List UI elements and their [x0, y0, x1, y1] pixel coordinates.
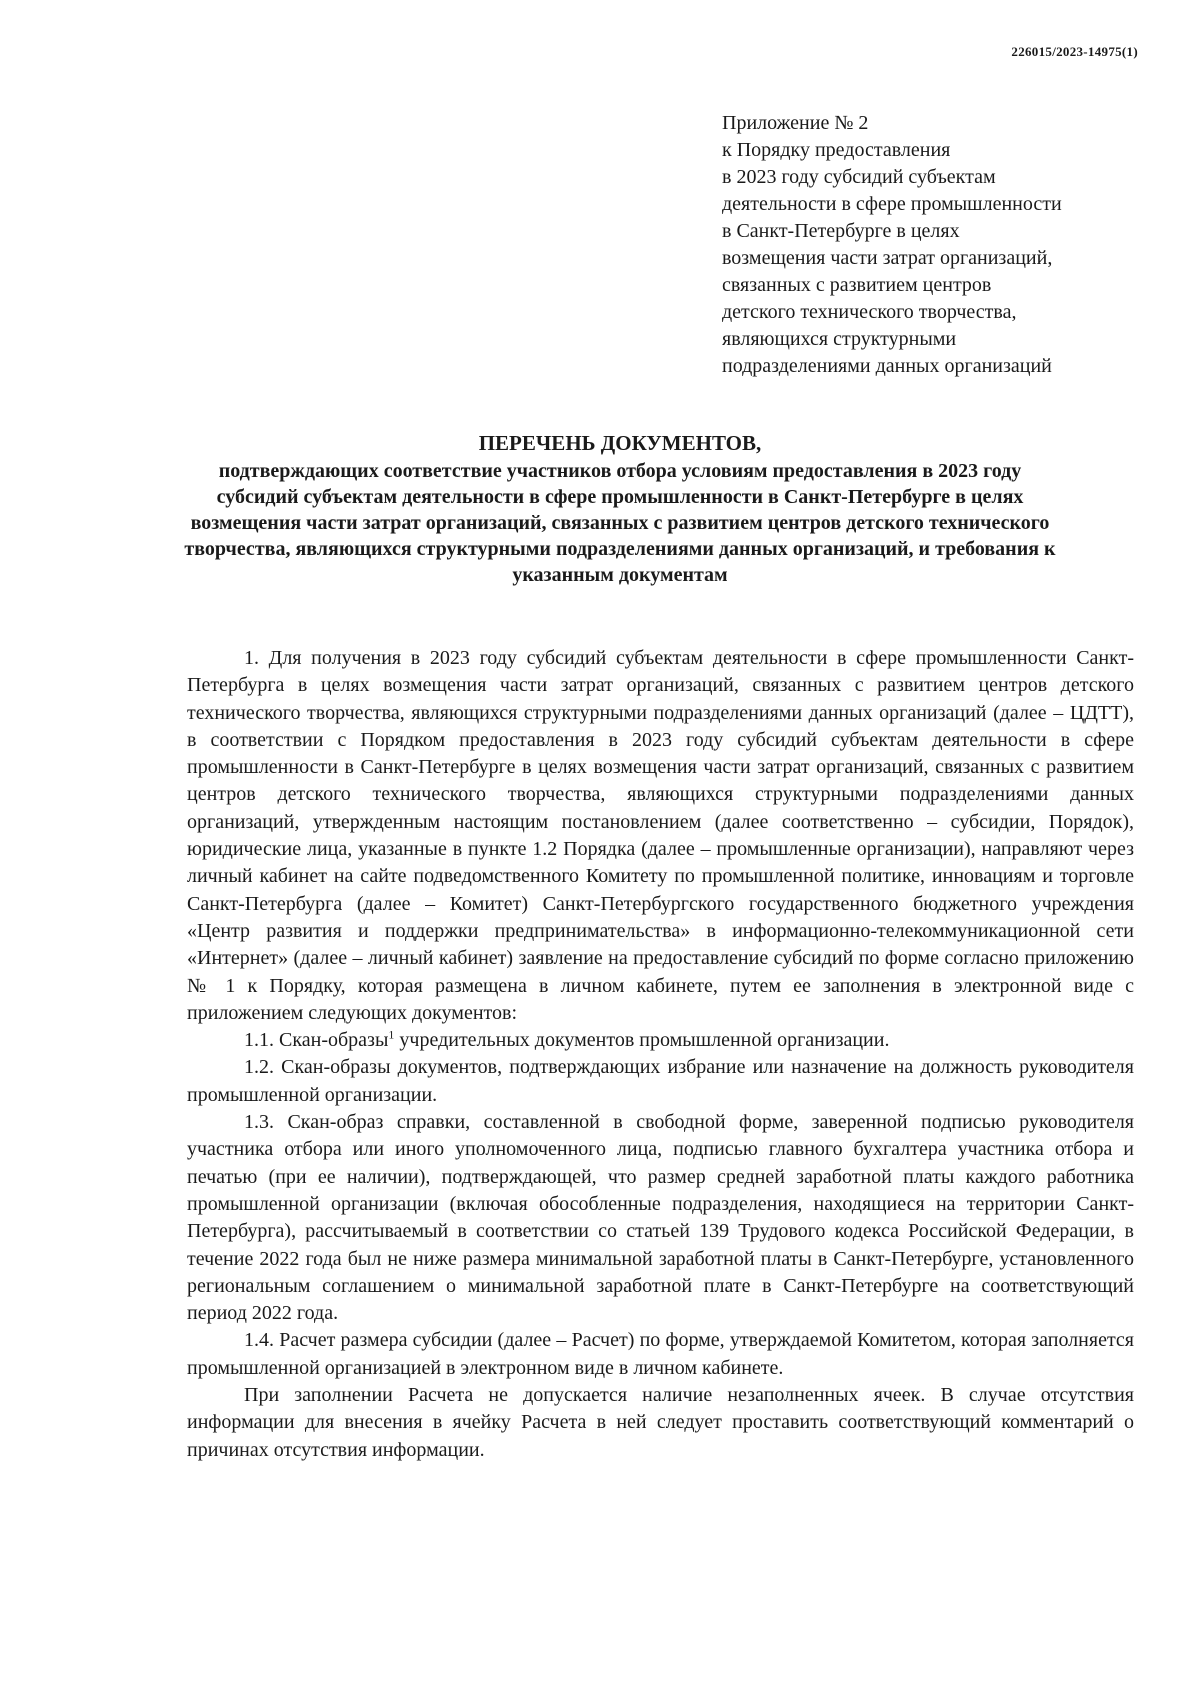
footnote-marker: 1	[388, 1027, 395, 1042]
document-id: 226015/2023-14975(1)	[1011, 44, 1138, 59]
appendix-line: являющихся структурными	[722, 328, 957, 350]
appendix-line: детского технического творчества,	[722, 301, 1017, 323]
paragraph-1-3: 1.3. Скан-образ справки, составленной в свободной форме, заверенной подписью руководителя участника отбора или иного уполномоченного лица, подписью главного бухгалтера участника отбора и печатью (при ее наличии), подтверждающей, что размер средней заработной платы каждого работника промышленной организации (включая обособленные подразделения, находящиеся на территории Санкт-Петербурга), рассчитываемый в соответствии со статьей 139 Трудового кодекса Российской Федерации, в течение 2022 года был не ниже размера минимальной заработной платы в Санкт-Петербурге, установленного региональным соглашением о минимальной заработной плате в Санкт-Петербурге на соответствующий период 2022 года.	[187, 1111, 1134, 1325]
appendix-line: подразделениями данных организаций	[722, 355, 1052, 377]
paragraph-1-1-start: 1.1. Скан-образы	[244, 1029, 389, 1052]
paragraph-1: 1. Для получения в 2023 году субсидий субъектам деятельности в сфере промышленности Санкт-Петербурга в целях возмещения части затрат организаций, связанных с развитием центров детского технического творчества, являющихся структурными подразделениями данных организаций (далее – ЦДТТ), в соответствии с Порядком предоставления в 2023 году субсидий субъектам деятельности в сфере промышленности в Санкт-Петербурге в целях возмещения части затрат организаций, связанных с развитием центров детского технического творчества, являющихся структурными подразделениями данных организаций, утвержденным настоящим постановлением (далее соответственно – субсидии, Порядок), юридические лица, указанные в пункте 1.2 Порядка (далее – промышленные организации), направляют через личный кабинет на сайте подведомственного Комитету по промышленной политике, инновациям и торговле Санкт-Петербурга (далее – Комитет) Санкт-Петербургского государственного бюджетного учреждения «Центр развития и поддержки предпринимательства» в информационно-телекоммуникационной сети «Интернет» (далее – личный кабинет) заявление на предоставление субсидий по форме согласно приложению № 1 к Порядку, которая размещена в личном кабинете, путем ее заполнения в электронной виде с приложением следующих документов:	[187, 647, 1134, 1024]
paragraph-calculation-note: При заполнении Расчета не допускается наличие незаполненных ячеек. В случае отсутствия информации для внесения в ячейку Расчета в ней следует проставить соответствующий комментарий о причинах отсутствия информации.	[187, 1384, 1134, 1461]
paragraph-1-4: 1.4. Расчет размера субсидии (далее – Расчет) по форме, утверждаемой Комитетом, которая заполняется промышленной организацией в электронном виде в личном кабинете.	[187, 1329, 1134, 1379]
document-title: ПЕРЕЧЕНЬ ДОКУМЕНТОВ,	[478, 431, 762, 455]
appendix-line: связанных с развитием центров	[722, 274, 992, 296]
paragraph-1-1-end: учредительных документов промышленной организации.	[394, 1029, 890, 1052]
paragraph-1-1	[187, 1027, 1134, 1054]
paragraph-1-2: 1.2. Скан-образы документов, подтверждающих избрание или назначение на должность руководителя промышленной организации.	[187, 1056, 1134, 1106]
document-body	[187, 645, 1134, 1464]
appendix-line: к Порядку предоставления	[722, 139, 951, 161]
appendix-line: возмещения части затрат организаций,	[722, 247, 1053, 269]
appendix-line: в 2023 году субсидий субъектам	[722, 166, 996, 188]
document-subtitle: подтверждающих соответствие участников отбора условиям предоставления в 2023 году субсидий субъектам деятельности в сфере промышленности в Санкт-Петербурге в целях возмещения части затрат организаций, связанных с развитием центров детского технического творчества, являющихся структурными подразделениями данных организаций, и требования к указанным документам	[184, 460, 1056, 586]
document-heading	[180, 430, 1060, 588]
appendix-line: в Санкт-Петербурге в целях	[722, 220, 960, 242]
appendix-line: деятельности в сфере промышленности	[722, 193, 1062, 215]
appendix-note	[722, 110, 1162, 380]
appendix-line: Приложение № 2	[722, 112, 869, 134]
